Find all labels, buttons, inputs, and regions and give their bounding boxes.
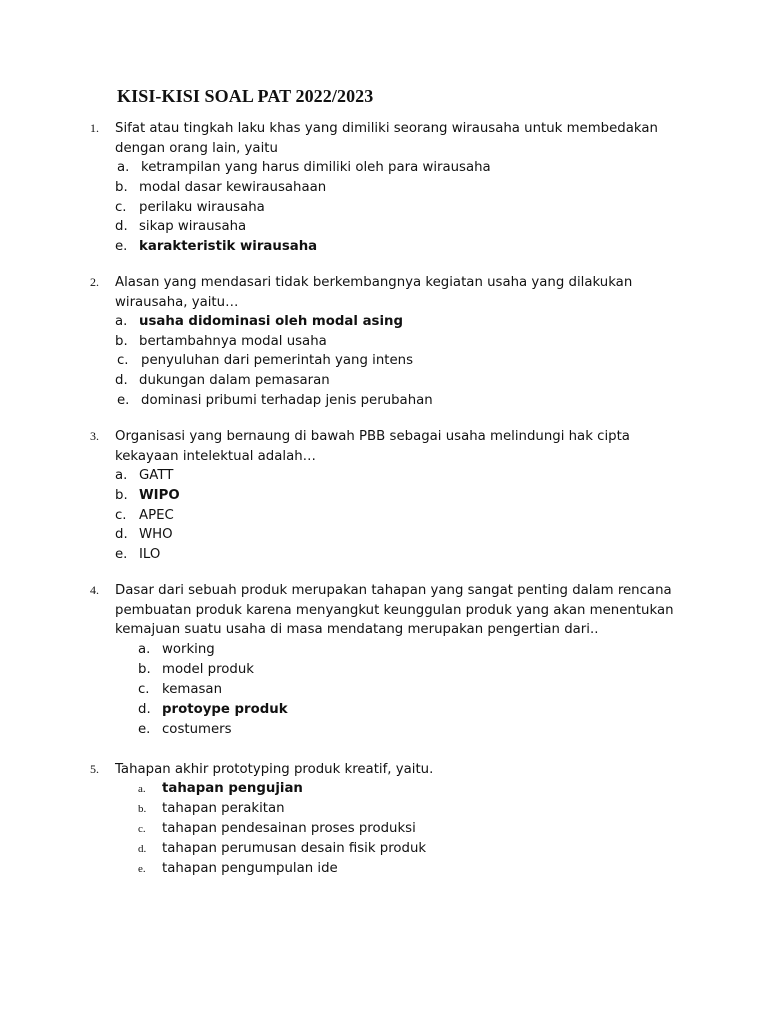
option-a (117, 158, 491, 178)
option-letter: c. (138, 823, 146, 835)
option-text: WHO (139, 527, 173, 542)
option-e (117, 391, 433, 411)
option-letter: e. (138, 722, 151, 737)
option-text: sikap wirausaha (139, 219, 247, 234)
option-letter: e. (115, 547, 128, 562)
question-number: 1. (90, 121, 99, 135)
option-letter: d. (138, 702, 151, 717)
option-b (115, 332, 327, 352)
option-letter: e. (117, 393, 130, 408)
option-text: tahapan perumusan desain fisik produk (162, 841, 427, 856)
option-text: WIPO (139, 488, 180, 503)
option-c (115, 198, 265, 218)
option-letter: c. (115, 508, 127, 523)
option-text: protoype produk (162, 702, 288, 717)
option-text: perilaku wirausaha (139, 200, 265, 215)
option-text: usaha didominasi oleh modal asing (139, 314, 404, 329)
option-text: tahapan perakitan (162, 801, 285, 816)
question-number: 2. (90, 275, 99, 289)
option-letter: b. (115, 488, 128, 503)
option-c (138, 680, 222, 700)
option-a-correct (115, 312, 403, 332)
option-text: model produk (162, 662, 254, 677)
option-letter: d. (115, 527, 128, 542)
option-text: modal dasar kewirausahaan (139, 180, 327, 195)
option-letter: a. (115, 468, 128, 483)
option-a (115, 466, 173, 486)
option-text: dukungan dalam pemasaran (139, 373, 330, 388)
option-letter: c. (115, 200, 127, 215)
option-text: kemasan (162, 682, 223, 697)
document-title: KISI-KISI SOAL PAT 2022/2023 (117, 86, 374, 106)
option-d (115, 525, 173, 545)
option-text: karakteristik wirausaha (139, 239, 318, 254)
option-text: tahapan pengumpulan ide (162, 861, 338, 876)
option-c (117, 351, 413, 371)
option-b (115, 178, 326, 198)
option-letter: a. (117, 160, 130, 175)
option-text: ILO (139, 547, 161, 562)
question-text: Tahapan akhir prototyping produk kreatif, yaitu. (115, 762, 434, 777)
option-b-correct (115, 486, 180, 506)
option-letter: d. (115, 373, 128, 388)
option-letter: a. (138, 783, 146, 795)
option-letter: b. (138, 662, 151, 677)
option-letter: a. (138, 642, 151, 657)
option-letter: b. (115, 334, 128, 349)
option-text: APEC (139, 508, 174, 523)
option-letter: d. (115, 219, 128, 234)
option-e (115, 545, 160, 565)
option-b (138, 660, 254, 680)
option-text: tahapan pengujian (162, 781, 303, 796)
option-text: costumers (162, 722, 232, 737)
question-number: 5. (90, 762, 99, 776)
option-letter: e. (115, 239, 128, 254)
question-number: 4. (90, 583, 99, 597)
option-text: GATT (139, 468, 174, 483)
option-text: ketrampilan yang harus dimiliki oleh para wirausaha (141, 160, 491, 175)
option-a (138, 640, 215, 660)
option-d (138, 839, 426, 860)
option-c (138, 819, 416, 840)
option-d-correct (138, 700, 288, 720)
option-text: bertambahnya modal usaha (139, 334, 327, 349)
question-text: Dasar dari sebuah produk merupakan tahapan yang sangat penting dalam rencana pembuatan produk karena menyangkut keunggulan produk yang akan menentukan kemajuan suatu usaha di masa mendatang merupakan pengertian dari.. (115, 583, 674, 638)
option-c (115, 506, 174, 526)
option-e (138, 859, 338, 880)
option-letter: b. (115, 180, 128, 195)
option-text: penyuluhan dari pemerintah yang intens (141, 353, 414, 368)
option-letter: d. (138, 843, 147, 855)
question-text: Alasan yang mendasari tidak berkembangnya kegiatan usaha yang dilakukan wirausaha, yaitu… (115, 275, 633, 310)
option-text: working (162, 642, 215, 657)
option-e (138, 720, 232, 740)
option-e-correct (115, 237, 317, 257)
option-a-correct (138, 779, 303, 800)
question-text: Organisasi yang bernaung di bawah PBB sebagai usaha melindungi hak cipta kekayaan intelektual adalah… (115, 429, 630, 464)
option-d (115, 217, 246, 237)
option-text: tahapan pendesainan proses produksi (162, 821, 416, 836)
option-letter: c. (117, 353, 129, 368)
option-b (138, 799, 285, 820)
option-letter: a. (115, 314, 128, 329)
option-letter: c. (138, 682, 150, 697)
question-number: 3. (90, 429, 99, 443)
option-d (115, 371, 330, 391)
option-letter: e. (138, 863, 146, 875)
option-text: dominasi pribumi terhadap jenis perubahan (141, 393, 433, 408)
option-letter: b. (138, 803, 147, 815)
question-text: Sifat atau tingkah laku khas yang dimiliki seorang wirausaha untuk membedakan dengan orang lain, yaitu (115, 121, 658, 156)
